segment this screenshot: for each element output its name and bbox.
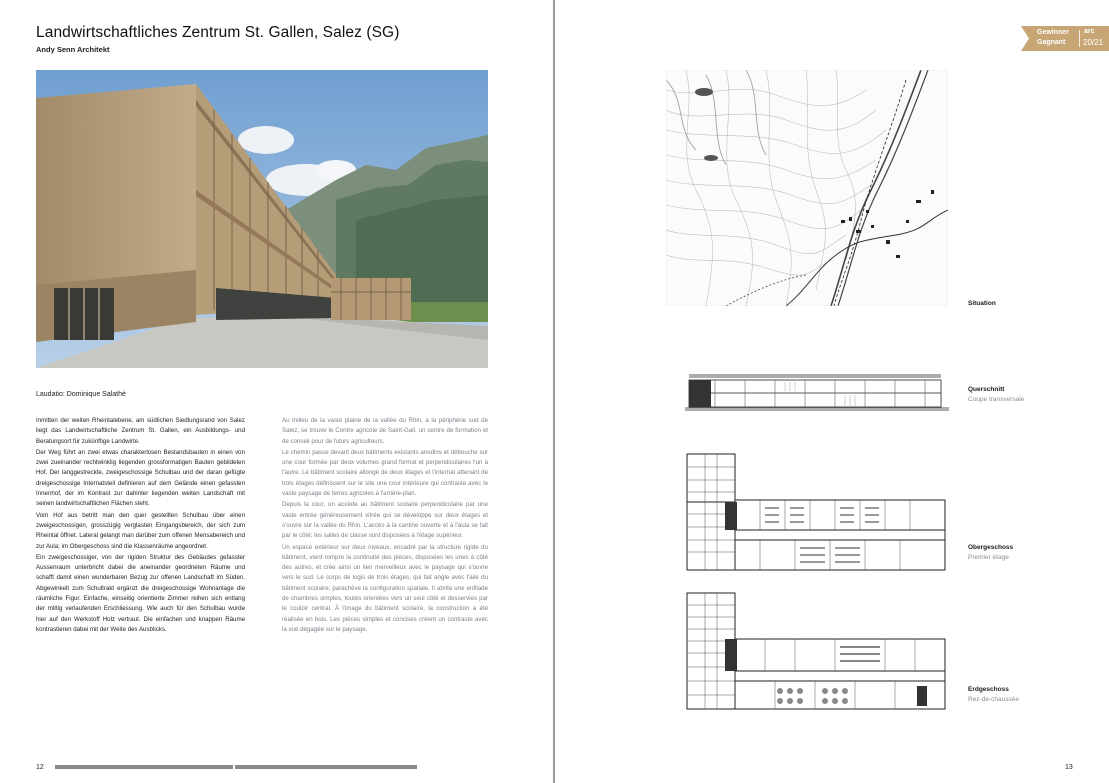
caption-de: Querschnitt (968, 386, 1005, 393)
site-plan-map (666, 70, 948, 306)
caption-situation (968, 299, 996, 309)
german-text-column (36, 416, 245, 636)
caption-fr: Coupe transversale (968, 396, 1025, 403)
cross-section-drawing (685, 368, 949, 412)
caption-fr: Premier étage (968, 554, 1009, 561)
caption-de: Erdgeschoss (968, 686, 1009, 693)
ground-floor-plan (685, 591, 947, 713)
german-paragraph: Der Weg führt an zwei etwas charakterlosen Bestandsbauten in einen von zwei zueinander rechtwinklig liegenden grossformatigen Bauten gebildeten Hof. Der langgestreckte, zweigeschossige Schulbau und der daran gefügte dreigeschossige Internatsteil definieren auf dem Gelände einen gefassten Innenhof, der im Kontrast zur dahinter liegenden weiten Landschaft mit seinen landwirtschaftlichen Flächen steht. (36, 448, 245, 508)
german-paragraph: Ein zweigeschossiger, von der rigiden Struktur des Gebäudes gefasster Aussenraum unterbricht dabei die aneinander geordneten Räume und schafft damit einen wunderbaren Bezug zur offenen Landschaft im Süden. Abgewinkelt zum Schultrakt ergänzt die dreigeschossige Wohnanlage die räumliche Figur. Einfache, einseitig orientierte Zimmer reihen sich entlang der mittig verlaufenden Erschliessung. Wie auch für den Schulbau wurde hier auf den Werkstoff Holz vertraut. Die einfachen und knappen Räume kontrastieren dabei mit der Weite des Ausblicks. (36, 553, 245, 633)
laudatio-credit: Laudatio: Dominique Salathé (36, 391, 126, 398)
reading-progress-bar (55, 765, 417, 769)
german-paragraph: Inmitten der weiten Rheintalebene, am südlichen Siedlungsrand von Salez liegt das Landwirtschaftliche Zentrum St. Gallen, ein Ausbildungs- und Beratungsort für zukünftige Landwirte. (36, 417, 245, 445)
french-paragraph: Au milieu de la vaste plaine de la vallée du Rhin, à la périphérie sud de Salez, se trouve le Centre agricole de Saint-Gall, un centre de formation et de conseil pour de futurs agriculteurs. (282, 417, 488, 445)
badge-label-fr: Gagnant (1037, 39, 1066, 46)
caption-fr: Rez-de-chaussée (968, 696, 1019, 703)
arc-award-logo: arc (1084, 28, 1095, 35)
progress-segment-divider (233, 765, 235, 769)
right-page (555, 0, 1109, 783)
building-photo (36, 70, 488, 368)
caption-de: Obergeschoss (968, 544, 1014, 551)
building-photo-illustration (36, 70, 488, 368)
winner-badge (1021, 26, 1109, 51)
project-title: Landwirtschaftliches Zentrum St. Gallen, Salez (SG) (36, 24, 400, 41)
badge-year: 20/21 (1083, 38, 1104, 47)
caption-cross-section (968, 385, 1024, 405)
page-number-left: 12 (36, 764, 44, 771)
left-page (0, 0, 554, 783)
caption-upper-floor (968, 543, 1013, 563)
french-paragraph: Depuis la cour, on accède au bâtiment scolaire perpendiculaire par une vaste entrée généreusement vitrée qui se développe sur deux étages et s'ouvre sur la vallée du Rhin. L'accès à la cantine ouverte et à l'aula se fait par le côté; les salles de classe sont disposées à l'étage supérieur. (282, 501, 488, 540)
caption-de: Situation (968, 300, 996, 307)
architect-name: Andy Senn Architekt (36, 45, 110, 54)
badge-label-de: Gewinner (1037, 29, 1069, 36)
page-number-right: 13 (1065, 764, 1073, 771)
french-paragraph: Un espace extérieur sur deux niveaux, encadré par la structure rigide du bâtiment, vient rompre la continuité des pièces, disposées les unes à côté des autres, et crée ainsi un lien merveilleux avec le paysage qui s'ouvre vers le sud. Le corps de logis de trois étages, qui fait angle avec l'aile du bâtiment scolaire, parachève la configuration spatiale. Il abrite une enfilade de chambres simples, toutes orientées vers un seul côté et desservies par le couloir central. À l'image du bâtiment scolaire, la construction a été réalisée en bois. Les pièces simples et concises créent un contraste avec la vue dégagée sur le paysage. (282, 543, 488, 633)
french-paragraph: Le chemin passe devant deux bâtiments existants anodins et débouche sur une cour formée par deux volumes grand format et perpendiculaires l'un à l'autre. Le bâtiment scolaire allongé de deux étages et l'internat attenant de trois étages définissent sur le site une cour intérieure qui contraste avec le vaste paysage de terres agricoles à l'arrière-plan. (282, 448, 488, 498)
badge-separator (1079, 30, 1080, 47)
caption-ground-floor (968, 685, 1019, 705)
upper-floor-plan (685, 452, 947, 574)
french-text-column (282, 416, 488, 636)
german-paragraph: Vom Hof aus betritt man den quer gestellten Schulbau über einen zweigeschossigen, grosszügig verglasten Eingangsbereich, der sich zum Rheintal öffnet. Lateral gelangt man darüber zum offenen Mensabereich und zur Aula; im Obergeschoss sind die Klassenräume angeordnet. (36, 511, 245, 550)
